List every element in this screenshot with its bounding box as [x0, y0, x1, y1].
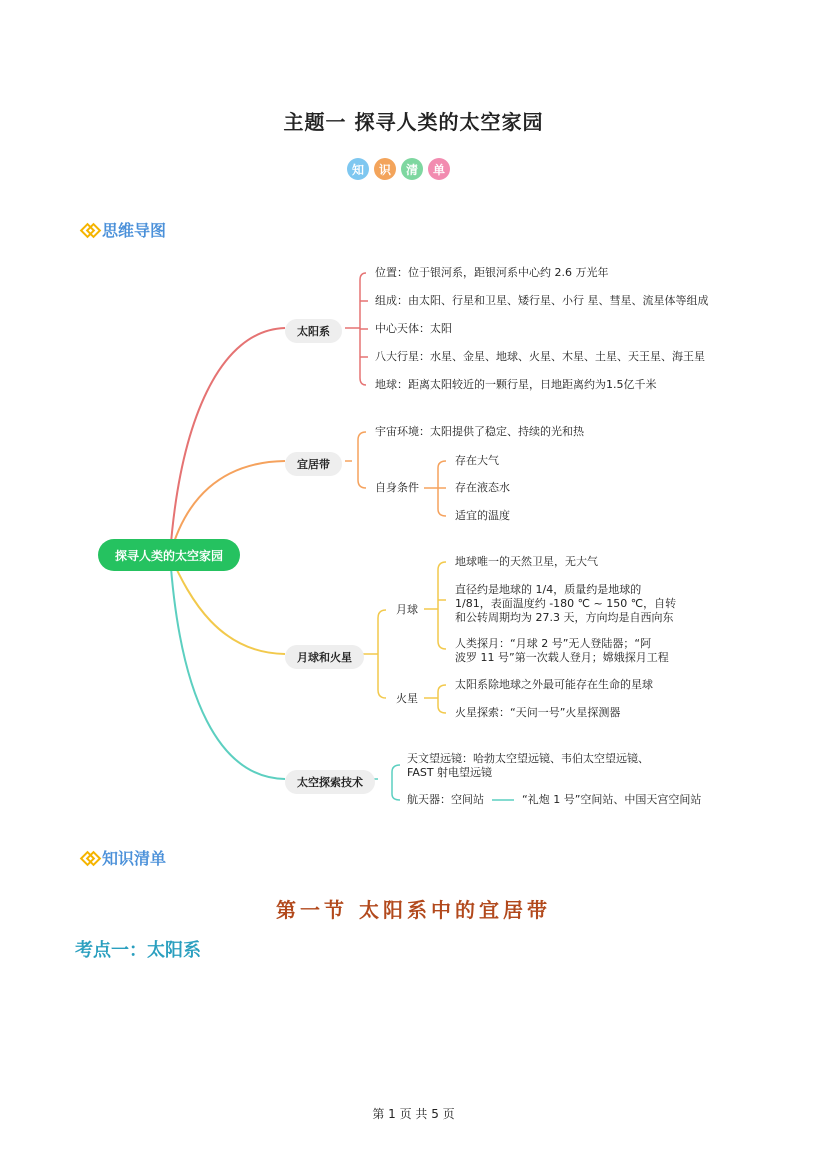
leaf-cosmic-env: 宇宙环境：太阳提供了稳定、持续的光和热 [375, 425, 584, 438]
b1-bracket [345, 273, 368, 385]
badge-char: 知 [347, 158, 369, 180]
leaf-atmosphere: 存在大气 [455, 454, 499, 467]
leaf-moon-exploration-2: 波罗 11 号”第一次载人登月；嫦娥探月工程 [455, 651, 669, 664]
leaf-moon-diameter-3: 和公转周期均为 27.3 天，方向均是自西向东 [455, 611, 674, 624]
leaf-eight-planets: 八大行星：水星、金星、地球、火星、木星、土星、天王星、海王星 [375, 350, 705, 363]
leaf-moon-only-satellite: 地球唯一的天然卫星，无大气 [455, 555, 598, 568]
leaf-self-conditions: 自身条件 [375, 481, 419, 494]
badge-char: 单 [428, 158, 450, 180]
page-title: 主题一 探寻人类的太空家园 [283, 110, 544, 134]
branch-node-moon-mars: 月球和火星 [285, 645, 364, 669]
leaf-moon: 月球 [396, 603, 418, 616]
badge-char: 清 [401, 158, 423, 180]
page-footer: 第 1 页 共 5 页 [372, 1107, 455, 1121]
leaf-telescope-2: FAST 射电望远镜 [407, 766, 493, 779]
key-point-title: 考点一：太阳系 [75, 940, 201, 961]
leaf-moon-diameter-2: 1/81，表面温度约 -180 ℃ ~ 150 ℃，自转 [455, 597, 677, 610]
leaf-mars-life: 太阳系除地球之外最可能存在生命的星球 [455, 678, 653, 691]
leaf-spacecraft: 航天器：空间站 [407, 793, 484, 806]
b2-bracket [345, 432, 446, 516]
leaf-telescope-1: 天文望远镜：哈勃太空望远镜、韦伯太空望远镜、 [407, 752, 649, 765]
knowledge-heading-label: 知识清单 [102, 849, 167, 868]
leaf-position: 位置：位于银河系，距银河系中心约 2.6 万光年 [375, 266, 609, 279]
knowledge-heading [82, 846, 166, 869]
leaf-space-stations: “礼炮 1 号”空间站、中国天宫空间站 [522, 793, 702, 806]
branch-node-solar-system: 太阳系 [285, 319, 342, 343]
branch-node-space-tech: 太空探索技术 [285, 770, 375, 794]
branch-node-habitable-zone: 宜居带 [285, 452, 342, 476]
leaf-moon-exploration-1: 人类探月：“月球 2 号”无人登陆器；“阿 [455, 637, 652, 650]
double-diamond-icon [82, 851, 96, 865]
leaf-temperature: 适宜的温度 [455, 509, 510, 522]
badge-char: 识 [374, 158, 396, 180]
b3-bracket [352, 562, 446, 713]
leaf-center-body: 中心天体：太阳 [375, 322, 452, 335]
leaf-earth: 地球：距离太阳较近的一颗行星，日地距离约为1.5亿千米 [375, 378, 657, 391]
leaf-liquid-water: 存在液态水 [455, 481, 510, 494]
leaf-composition: 组成：由太阳、行星和卫星、矮行星、小行 星、彗星、流星体等组成 [375, 294, 709, 307]
leaf-mars-exploration: 火星探索：“天问一号”火星探测器 [455, 706, 621, 719]
leaf-mars: 火星 [396, 692, 418, 705]
mindmap-root: 探寻人类的太空家园 [98, 539, 240, 571]
connector-b1 [170, 328, 285, 555]
mindmap-heading-label: 思维导图 [102, 221, 167, 240]
section-title: 第一节 太阳系中的宜居带 [276, 898, 551, 922]
leaf-moon-diameter-1: 直径约是地球的 1/4，质量约是地球的 [455, 583, 642, 596]
